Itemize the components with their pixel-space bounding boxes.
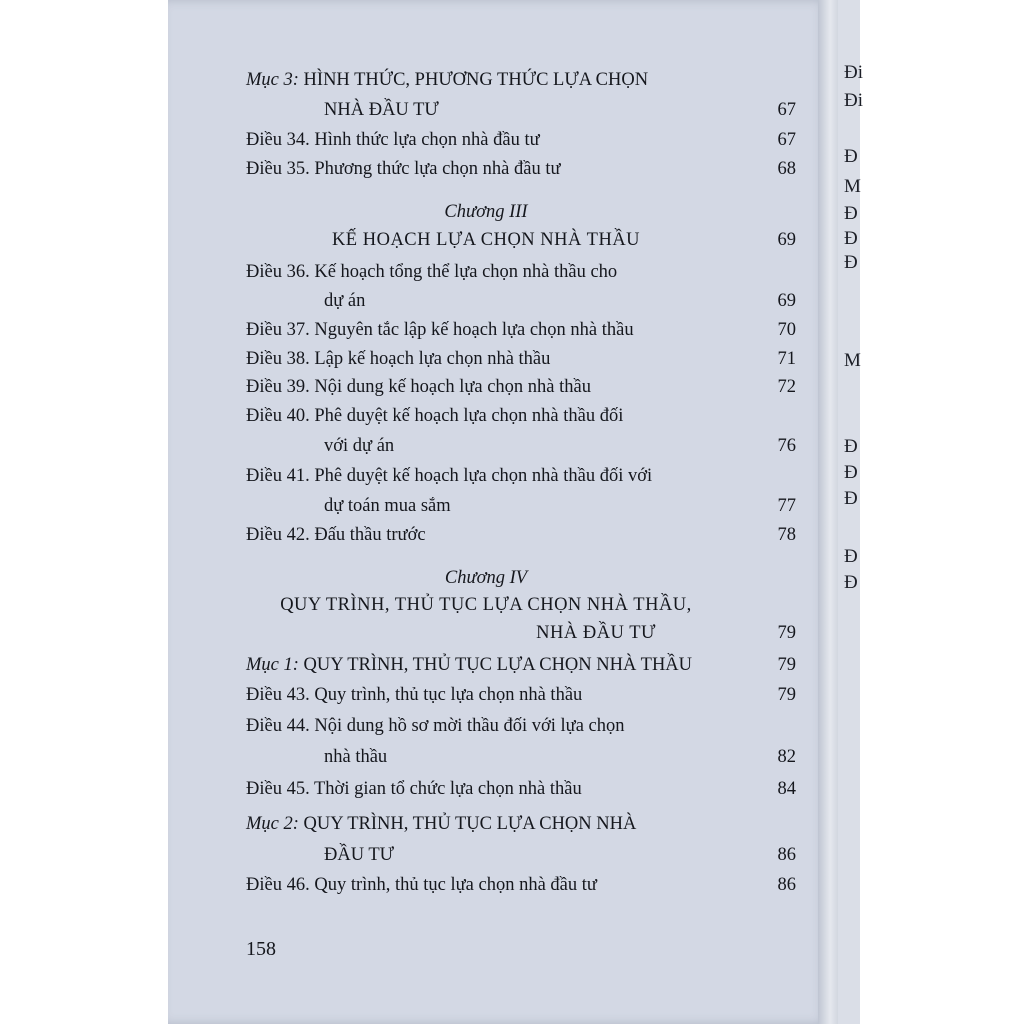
section-heading-muc2: Mục 2: QUY TRÌNH, THỦ TỤC LỰA CHỌN NHÀ (246, 814, 637, 834)
section-heading-continuation: NHÀ ĐẦU TƯ 67 (324, 100, 796, 120)
toc-entry-dieu35: Điều 35. Phương thức lựa chọn nhà đầu tư 68 (246, 159, 796, 179)
page-number: 71 (777, 349, 796, 369)
edge-letter: Đi (844, 90, 863, 111)
page-number: 69 (777, 230, 796, 250)
chapter-label-4: Chương IV (444, 568, 528, 588)
toc-entry-dieu37: Điều 37. Nguyên tắc lập kế hoạch lựa chọn nhà thầu 70 (246, 320, 796, 340)
edge-letter: Đ (844, 462, 858, 483)
toc-entry-dieu39: Điều 39. Nội dung kế hoạch lựa chọn nhà thầu 72 (246, 377, 796, 397)
book-gutter (818, 0, 840, 1024)
edge-letter: Đ (844, 546, 858, 567)
edge-letter: Đ (844, 146, 858, 167)
toc-entry-dieu38: Điều 38. Lập kế hoạch lựa chọn nhà thầu 71 (246, 349, 796, 369)
page-number: 79 (777, 623, 796, 643)
edge-letter: M (844, 176, 861, 197)
toc-entry-dieu45: Điều 45. Thời gian tổ chức lựa chọn nhà thầu 84 (246, 779, 796, 799)
page-footer-number: 158 (246, 938, 276, 960)
edge-letter: Đ (844, 228, 858, 249)
page-number: 76 (777, 436, 796, 456)
edge-letter: Đ (844, 488, 858, 509)
toc-entry-dieu41-continuation: dự toán mua sắm 77 (324, 496, 796, 516)
page-number: 86 (777, 875, 796, 895)
page-number: 69 (777, 291, 796, 311)
edge-letter: Đ (844, 203, 858, 224)
edge-letter: Đ (844, 436, 858, 457)
toc-entry-dieu41: Điều 41. Phê duyệt kế hoạch lựa chọn nhà thầu đối với (246, 466, 653, 486)
edge-letter: Đ (844, 572, 858, 593)
edge-letter: Đi (844, 62, 863, 83)
section-heading-muc1: Mục 1: QUY TRÌNH, THỦ TỤC LỰA CHỌN NHÀ THẦU 79 (246, 655, 796, 675)
edge-letter: Đ (844, 252, 858, 273)
section-heading-text: Mục 3: HÌNH THỨC, PHƯƠNG THỨC LỰA CHỌN (246, 70, 649, 90)
page-number: 77 (777, 496, 796, 516)
page-number: 84 (777, 779, 796, 799)
toc-entry-dieu46: Điều 46. Quy trình, thủ tục lựa chọn nhà đầu tư 86 (246, 875, 796, 895)
page-number: 82 (777, 747, 796, 767)
page-number: 86 (777, 845, 796, 865)
page-number: 67 (777, 100, 796, 120)
chapter-title-4: QUY TRÌNH, THỦ TỤC LỰA CHỌN NHÀ THẦU, (280, 595, 692, 615)
chapter-title-4-continuation: NHÀ ĐẦU TƯ 79 (536, 623, 796, 643)
toc-entry-dieu44: Điều 44. Nội dung hồ sơ mời thầu đối với lựa chọn (246, 716, 625, 736)
toc-entry-dieu40: Điều 40. Phê duyệt kế hoạch lựa chọn nhà thầu đối (246, 406, 624, 426)
page-number: 67 (777, 130, 796, 150)
facing-page-edge (838, 0, 863, 1024)
section-heading-muc3 (246, 70, 796, 96)
toc-entry-dieu36: Điều 36. Kế hoạch tổng thể lựa chọn nhà thầu cho (246, 262, 618, 282)
page-number: 78 (777, 525, 796, 545)
chapter-label-3: Chương III (444, 202, 528, 222)
edge-letter: M (844, 350, 861, 371)
page-number: 68 (777, 159, 796, 179)
section-heading-muc2-continuation: ĐẦU TƯ 86 (324, 845, 796, 865)
page-number: 79 (777, 655, 796, 675)
page-number: 70 (777, 320, 796, 340)
toc-entry-dieu34: Điều 34. Hình thức lựa chọn nhà đầu tư 67 (246, 130, 796, 150)
page-number: 72 (777, 377, 796, 397)
toc-entry-dieu43: Điều 43. Quy trình, thủ tục lựa chọn nhà thầu 79 (246, 685, 796, 705)
toc-entry-dieu44-continuation: nhà thầu 82 (324, 747, 796, 767)
toc-entry-dieu42: Điều 42. Đấu thầu trước 78 (246, 525, 796, 545)
toc-entry-dieu40-continuation: với dự án 76 (324, 436, 796, 456)
chapter-title-3: KẾ HOẠCH LỰA CHỌN NHÀ THẦU 69 (331, 230, 796, 250)
page-number: 79 (777, 685, 796, 705)
toc-entry-dieu36-continuation: dự án 69 (324, 291, 796, 311)
